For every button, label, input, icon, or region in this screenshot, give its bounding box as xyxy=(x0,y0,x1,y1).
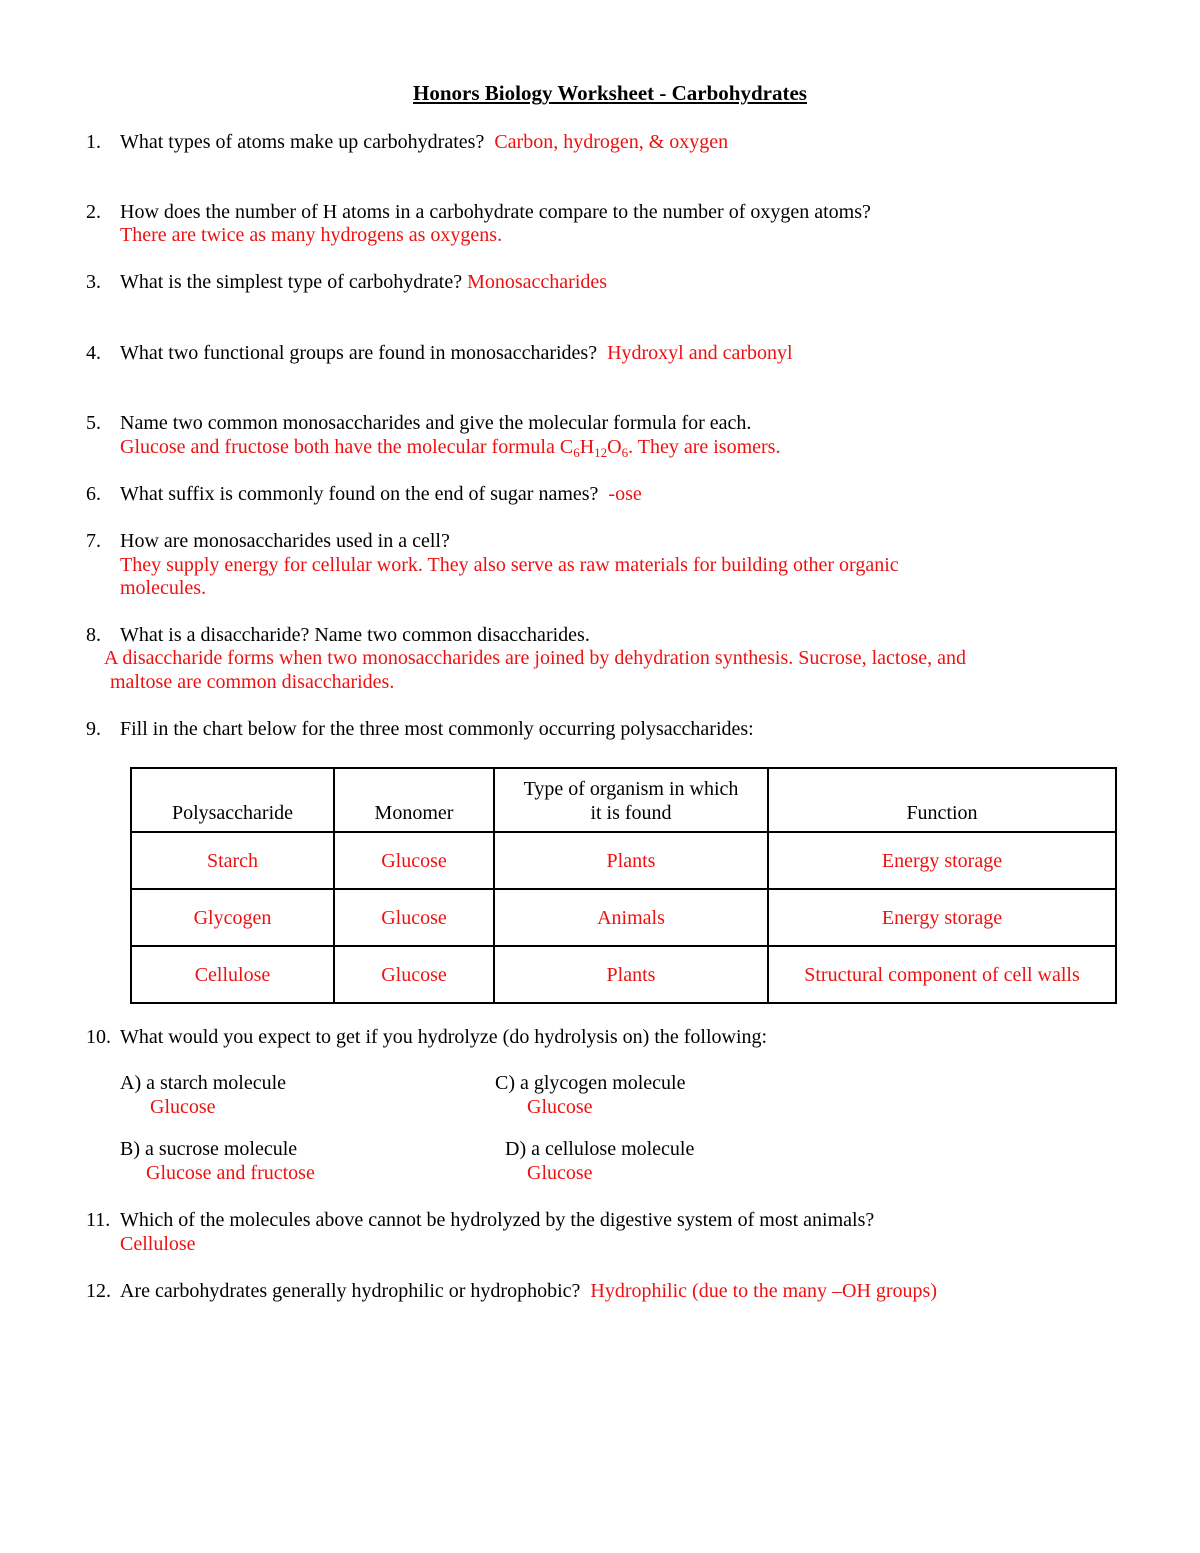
q4-answer: Hydroxyl and carbonyl xyxy=(607,342,793,364)
q10-a-answer: Glucose xyxy=(150,1096,216,1118)
q10-d-answer: Glucose xyxy=(527,1162,593,1184)
q11-number: 11. xyxy=(86,1209,111,1231)
q10-c-answer: Glucose xyxy=(527,1096,593,1118)
header-organism-line2: it is found xyxy=(590,802,672,824)
q1-number: 1. xyxy=(86,131,101,153)
q3-number: 3. xyxy=(86,271,101,293)
table-row xyxy=(131,946,1116,1003)
q12-question xyxy=(120,1279,937,1303)
q5-sub-oxygen: 6 xyxy=(621,445,629,460)
cell-function: Energy storage xyxy=(768,832,1116,889)
q5-oxygen: O xyxy=(607,436,622,458)
q10-b-answer: Glucose and fructose xyxy=(146,1162,315,1184)
table-row xyxy=(131,832,1116,889)
cell-organism: Plants xyxy=(494,946,768,1003)
q5-answer xyxy=(120,435,780,459)
q10-c-label: C) a glycogen molecule xyxy=(495,1072,686,1094)
q1-question xyxy=(120,130,728,154)
q8-question: What is a disaccharide? Name two common disaccharides. xyxy=(120,624,590,646)
header-function: Function xyxy=(768,768,1116,832)
q10-question: What would you expect to get if you hydrolyze (do hydrolysis on) the following: xyxy=(120,1026,768,1048)
cell-monomer: Glucose xyxy=(334,889,494,946)
q7-number: 7. xyxy=(86,530,101,552)
q3-question xyxy=(120,270,607,294)
cell-polysaccharide: Cellulose xyxy=(131,946,334,1003)
header-monomer: Monomer xyxy=(334,768,494,832)
q7-answer-line2: molecules. xyxy=(120,577,207,599)
q5-hydrogen: H xyxy=(579,436,595,458)
q8-answer-line2: maltose are common disaccharides. xyxy=(110,671,395,693)
polysaccharide-table xyxy=(130,767,1117,1004)
q8-answer-line1: A disaccharide forms when two monosaccharides are joined by dehydration synthesis. Sucrose, lactose, and xyxy=(104,647,966,669)
q5-answer-text: Glucose and fructose both have the molecular formula C xyxy=(120,436,574,458)
q12-number: 12. xyxy=(86,1280,111,1302)
q9-question: Fill in the chart below for the three most commonly occurring polysaccharides: xyxy=(120,718,754,740)
q10-a-label: A) a starch molecule xyxy=(120,1072,287,1094)
cell-polysaccharide: Glycogen xyxy=(131,889,334,946)
header-organism xyxy=(494,768,768,832)
cell-monomer: Glucose xyxy=(334,832,494,889)
q2-question: How does the number of H atoms in a carbohydrate compare to the number of oxygen atoms? xyxy=(120,201,871,223)
header-polysaccharide: Polysaccharide xyxy=(131,768,334,832)
q4-question-text: What two functional groups are found in monosaccharides? xyxy=(120,342,598,364)
q5-sub-hydrogen: 12 xyxy=(594,445,608,460)
q7-question: How are monosaccharides used in a cell? xyxy=(120,530,450,552)
q3-answer: Monosaccharides xyxy=(467,271,608,293)
q7-answer-line1: They supply energy for cellular work. They also serve as raw materials for building other organic xyxy=(120,554,899,576)
cell-organism: Animals xyxy=(494,889,768,946)
q10-d-label: D) a cellulose molecule xyxy=(505,1138,695,1160)
q1-answer: Carbon, hydrogen, & oxygen xyxy=(494,131,729,153)
q5-number: 5. xyxy=(86,412,101,434)
cell-function: Energy storage xyxy=(768,889,1116,946)
q6-question-text: What suffix is commonly found on the end of sugar names? xyxy=(120,483,599,505)
q2-number: 2. xyxy=(86,201,101,223)
q11-answer: Cellulose xyxy=(120,1233,196,1255)
cell-polysaccharide: Starch xyxy=(131,832,334,889)
q9-number: 9. xyxy=(86,718,101,740)
cell-monomer: Glucose xyxy=(334,946,494,1003)
q2-answer: There are twice as many hydrogens as oxygens. xyxy=(120,224,503,246)
q5-sub-carbon: 6 xyxy=(573,445,580,460)
table-header-row xyxy=(131,768,1116,832)
q10-number: 10. xyxy=(86,1026,111,1048)
cell-function: Structural component of cell walls xyxy=(768,946,1116,1003)
q4-number: 4. xyxy=(86,342,101,364)
q6-answer: -ose xyxy=(608,483,642,505)
worksheet-title: Honors Biology Worksheet - Carbohydrates xyxy=(413,81,807,105)
cell-organism: Plants xyxy=(494,832,768,889)
q4-question xyxy=(120,341,793,365)
q1-question-text: What types of atoms make up carbohydrates? xyxy=(120,131,485,153)
q8-number: 8. xyxy=(86,624,101,646)
q5-question: Name two common monosaccharides and give the molecular formula for each. xyxy=(120,412,752,434)
q3-question-text: What is the simplest type of carbohydrate? xyxy=(120,271,463,293)
q12-question-text: Are carbohydrates generally hydrophilic or hydrophobic? xyxy=(120,1280,581,1302)
table-row xyxy=(131,889,1116,946)
q5-answer-tail: . They are isomers. xyxy=(628,436,781,458)
q10-b-label: B) a sucrose molecule xyxy=(120,1138,298,1160)
q6-number: 6. xyxy=(86,483,101,505)
q6-question xyxy=(120,482,642,506)
q12-answer: Hydrophilic (due to the many –OH groups) xyxy=(590,1280,937,1302)
q11-question: Which of the molecules above cannot be hydrolyzed by the digestive system of most animals? xyxy=(120,1209,875,1231)
header-organism-line1: Type of organism in which xyxy=(523,778,739,800)
